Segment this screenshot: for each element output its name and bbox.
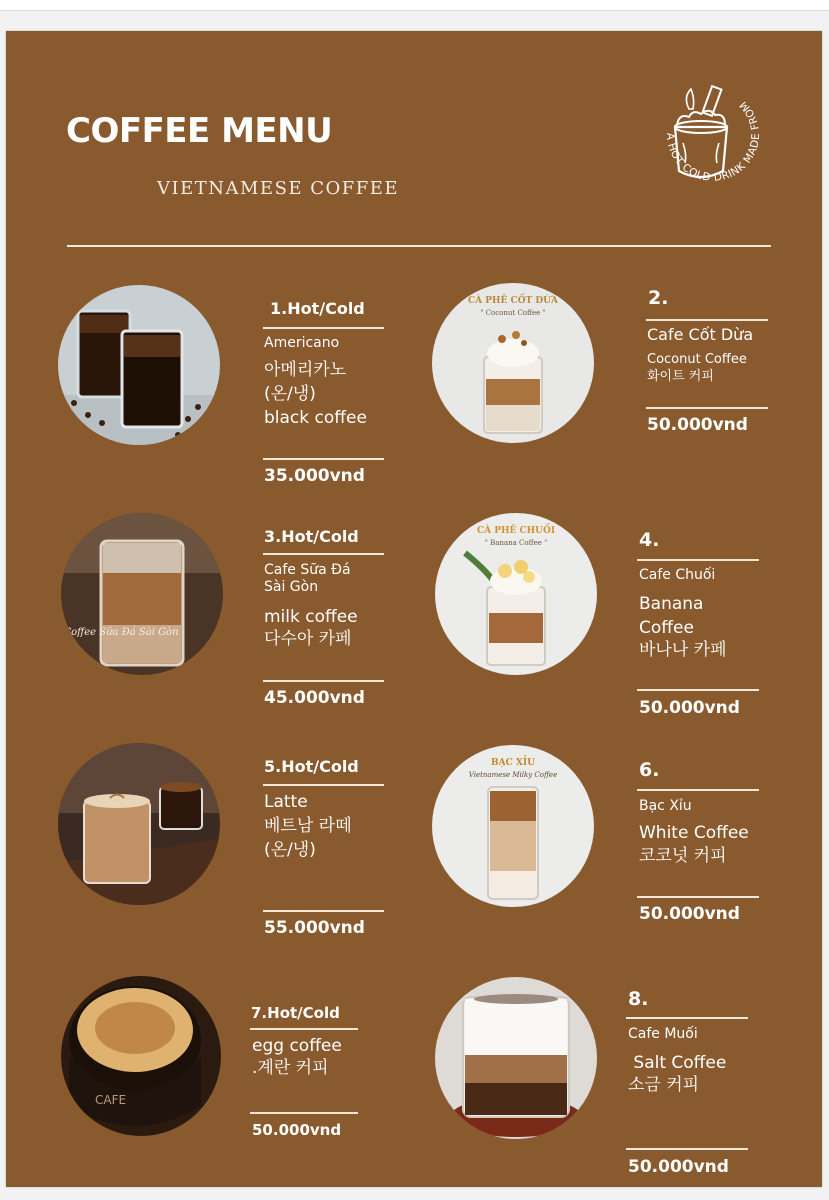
item-8-name: Cafe Muối bbox=[628, 1026, 698, 1042]
item-2-desc-1: Coconut Coffee bbox=[647, 352, 747, 367]
item-5-bottom-rule bbox=[263, 910, 384, 912]
item-1-price: 35.000vnd bbox=[264, 466, 365, 486]
item-4-desc-3: 바나나 카페 bbox=[639, 640, 727, 660]
item-6-desc-2: 코코넛 커피 bbox=[639, 846, 727, 866]
svg-text:A HOT COLD DRINK MADE FROM THE: A HOT COLD DRINK MADE FROM bbox=[663, 98, 763, 184]
page-title: COFFEE MENU bbox=[66, 111, 333, 151]
item-6-number: 6. bbox=[639, 759, 660, 781]
latte-photo bbox=[58, 743, 220, 905]
item-4-bottom-rule bbox=[637, 689, 759, 691]
item-5-number: 5.Hot/Cold bbox=[264, 757, 359, 776]
item-7-desc-1: egg coffee bbox=[252, 1036, 342, 1056]
bac-xiu-photo bbox=[432, 745, 594, 907]
item-4-price: 50.000vnd bbox=[639, 698, 740, 718]
item-3-price: 45.000vnd bbox=[264, 688, 365, 708]
item-4-name: Cafe Chuối bbox=[639, 567, 716, 583]
item-2-number: 2. bbox=[648, 287, 669, 309]
banana-coffee-photo bbox=[435, 513, 597, 675]
coconut-subcaption: " Coconut Coffee " bbox=[480, 309, 546, 317]
item-7-bottom-rule bbox=[250, 1112, 358, 1114]
banana-caption: CÀ PHÊ CHUỐI bbox=[476, 526, 556, 536]
milk-coffee-photo bbox=[61, 513, 223, 675]
item-1-desc-2: (온/냉) bbox=[264, 384, 316, 404]
item-2-price: 50.000vnd bbox=[647, 415, 748, 435]
top-bar bbox=[0, 0, 829, 11]
item-4-desc-2: Coffee bbox=[639, 618, 694, 638]
item-8-desc-2: 소금 커피 bbox=[628, 1075, 700, 1095]
item-3-bottom-rule bbox=[263, 680, 384, 682]
header-divider bbox=[67, 245, 771, 247]
egg-coffee-caption: CAFE bbox=[95, 1093, 127, 1107]
coconut-coffee-photo bbox=[432, 283, 594, 443]
item-2-bottom-rule bbox=[646, 407, 768, 409]
item-4-desc-1: Banana bbox=[639, 594, 704, 614]
item-1-number: 1.Hot/Cold bbox=[270, 299, 365, 318]
item-2-desc-2: 화이트 커피 bbox=[647, 369, 714, 384]
item-1-desc-1: 아메리카노 bbox=[264, 360, 347, 380]
item-6-bottom-rule bbox=[637, 896, 759, 898]
item-2-name: Cafe Cốt Dừa bbox=[647, 325, 754, 344]
item-1-bottom-rule bbox=[263, 458, 384, 460]
item-3-top-rule bbox=[263, 553, 384, 555]
item-8-price: 50.000vnd bbox=[628, 1157, 729, 1177]
item-5-top-rule bbox=[263, 784, 384, 786]
item-3-name-line2: Sài Gòn bbox=[264, 579, 319, 595]
item-1-name: Americano bbox=[264, 335, 340, 351]
item-8-number: 8. bbox=[628, 988, 649, 1010]
item-5-desc-2: (온/냉) bbox=[264, 840, 316, 860]
item-6-top-rule bbox=[637, 789, 759, 791]
egg-coffee-photo bbox=[61, 976, 221, 1136]
item-5-desc-1: 베트남 라떼 bbox=[264, 816, 352, 836]
item-1-top-rule bbox=[263, 327, 384, 329]
item-7-desc-2: .계란 커피 bbox=[252, 1058, 329, 1078]
item-7-top-rule bbox=[250, 1028, 358, 1030]
item-7-price: 50.000vnd bbox=[252, 1121, 342, 1139]
coconut-caption: CÀ PHÊ CỐT DỪA bbox=[467, 296, 559, 306]
item-1-desc-3: black coffee bbox=[264, 408, 367, 428]
iced-americano-photo bbox=[58, 285, 220, 445]
item-3-desc-1: milk coffee bbox=[264, 607, 358, 627]
bac-xiu-caption: BẠC XỈU bbox=[491, 758, 535, 768]
page-subtitle: VIETNAMESE COFFEE bbox=[157, 178, 400, 199]
item-3-desc-2: 다수아 카페 bbox=[264, 629, 352, 649]
item-5-name: Latte bbox=[264, 792, 308, 812]
item-4-top-rule bbox=[637, 559, 759, 561]
item-2-top-rule bbox=[646, 319, 768, 321]
item-6-desc-1: White Coffee bbox=[639, 823, 749, 843]
item-6-name: Bạc Xỉu bbox=[639, 798, 692, 814]
item-7-number: 7.Hot/Cold bbox=[251, 1004, 340, 1022]
milk-coffee-caption: Coffee Sữa Đá Sài Gòn bbox=[63, 627, 179, 638]
item-6-price: 50.000vnd bbox=[639, 904, 740, 924]
item-8-bottom-rule bbox=[626, 1148, 748, 1150]
menu-page bbox=[6, 31, 822, 1187]
item-4-number: 4. bbox=[639, 529, 660, 551]
item-3-name: Cafe Sữa Đá bbox=[264, 562, 351, 578]
item-5-price: 55.000vnd bbox=[264, 918, 365, 938]
bac-xiu-subcaption: Vietnamese Milky Coffee bbox=[468, 771, 558, 779]
item-8-top-rule bbox=[626, 1017, 748, 1019]
salt-coffee-photo bbox=[435, 977, 597, 1139]
brand-logo bbox=[627, 59, 775, 207]
item-3-number: 3.Hot/Cold bbox=[264, 527, 359, 546]
item-8-desc-1: Salt Coffee bbox=[628, 1053, 727, 1073]
banana-subcaption: " Banana Coffee " bbox=[484, 539, 548, 547]
